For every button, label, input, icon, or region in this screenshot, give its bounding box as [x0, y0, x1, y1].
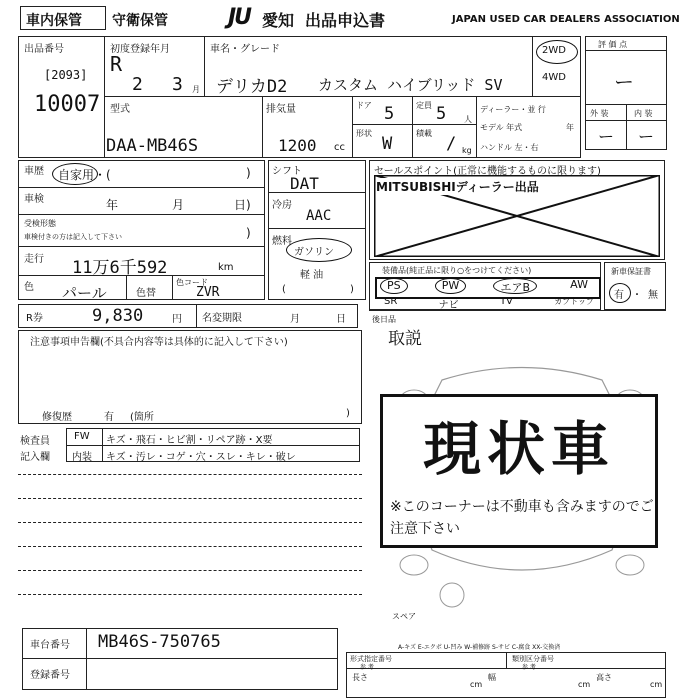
brand-logo: JU	[228, 5, 251, 30]
inspector-interior-label: 内装	[72, 452, 92, 463]
selling-label: セールスポイント(正常に機能するものに限ります)	[374, 166, 601, 177]
carname: デリカD2	[216, 77, 288, 97]
repair-place: (箇所	[130, 412, 154, 423]
carname-label: 車名・グレード	[210, 44, 280, 55]
equipment-label: 装備品(純正品に限り○をつけてください)	[382, 266, 532, 275]
category-close: )	[246, 166, 251, 180]
form-title: 出品申込書	[305, 11, 386, 30]
warranty-yes: 有	[614, 290, 624, 301]
color: パール	[62, 284, 107, 302]
color-change-label: 色替	[136, 288, 156, 299]
damage-legend: A-キズ E-エクボ U-凹み W-補修跡 S-サビ C-腐食 XX-交換済	[398, 644, 561, 651]
color-label: 色	[24, 282, 34, 293]
equip-navi: ナビ	[438, 300, 459, 311]
class-ref: 参 考	[522, 664, 536, 671]
recycle-row	[18, 304, 358, 328]
listing-number: 10007	[34, 92, 101, 117]
warranty-label: 新車保証書	[611, 267, 651, 276]
receive-close: )	[246, 226, 251, 240]
listing-number-label: 出品番号	[24, 44, 64, 55]
load-label: 積載	[416, 129, 432, 138]
handle-label: ハンドル 左・右	[480, 143, 539, 152]
equip-aw: AW	[570, 278, 588, 291]
recycle-yen: 円	[172, 314, 182, 325]
listing-sub-number: [2093]	[44, 68, 88, 82]
receive-label: 受検形態	[24, 219, 56, 228]
later-docs-label: 後日品	[372, 315, 396, 324]
ac: AAC	[306, 208, 332, 224]
fuel-diesel: 軽 油	[300, 270, 324, 281]
interior-value: ー	[638, 127, 655, 146]
equipment-row1	[380, 278, 594, 294]
type-spec-label: 形式指定番号	[350, 655, 392, 663]
stamp-title: 現状車	[422, 415, 615, 483]
shape-label: 形状	[356, 129, 372, 138]
model-year-label: モデル 年式	[480, 123, 523, 132]
fuel-label: 燃料	[272, 236, 292, 247]
expiry-day: 日	[336, 314, 346, 325]
reg-year: 2	[132, 74, 143, 95]
fuel-other-close: )	[350, 284, 354, 295]
fw-items: キズ・飛石・ヒビ割・リペア跡・X要	[106, 435, 273, 446]
spare-label: スペア	[392, 612, 416, 621]
warranty-sep: ・	[632, 290, 642, 301]
equipment-row2	[384, 296, 594, 311]
guard-storage: 守衛保管	[112, 13, 168, 29]
stamp-note: ※このコーナーは不動車も含みますのでご注意下さい	[390, 499, 654, 537]
inspection-day-unit: 日)	[234, 198, 251, 212]
drive-2wd: 2WD	[542, 45, 566, 56]
era: R	[110, 52, 123, 76]
inspection-month-unit: 月	[172, 198, 185, 212]
vehicle-table	[18, 160, 265, 300]
reg-label: 登録番号	[30, 670, 70, 681]
dealer-label: ディーラー・並 行	[480, 105, 546, 114]
equip-ps: PS	[380, 278, 408, 294]
receive-note: 車検付きの方は記入して下さい	[24, 233, 122, 241]
expiry-label: 名変期限	[202, 313, 242, 324]
exterior-value: ー	[598, 127, 615, 146]
inspection-year-unit: 年	[106, 198, 119, 212]
selling-mitsubishi: MITSUBISHIディーラー出品	[376, 180, 539, 194]
category-label: 車歴	[24, 166, 44, 177]
drive-4wd: 4WD	[542, 72, 566, 83]
rating-value: ー	[614, 70, 634, 94]
year-suffix: 年	[566, 123, 574, 132]
recycle-label: R券	[26, 313, 43, 324]
shift-label: シフト	[272, 166, 302, 177]
cc-unit: cc	[334, 142, 345, 153]
load: /	[446, 134, 457, 154]
equip-tv: TV	[499, 296, 513, 307]
fuel: ガソリン	[294, 247, 334, 258]
model-label: 型式	[110, 104, 130, 115]
inspector-interior-items: キズ・汚レ・コゲ・穴・スレ・キレ・破レ	[106, 452, 296, 463]
recycle-amount: 9,830	[92, 306, 144, 326]
type-spec-ref: 参 考	[360, 664, 374, 671]
grade: カスタム ハイブリッド SV	[318, 76, 503, 94]
interior-label: 内 装	[634, 109, 653, 118]
org-english: JAPAN USED CAR DEALERS ASSOCIATION	[452, 14, 680, 25]
inspector-label-1: 検査員	[20, 436, 50, 447]
reg-month-unit: 月	[192, 85, 200, 94]
class-label: 類別区分番号	[512, 655, 554, 663]
width-label: 幅	[488, 673, 496, 682]
shape: W	[382, 134, 393, 154]
length-label: 長さ	[352, 673, 368, 682]
category-value: 自家用・(	[58, 168, 111, 182]
capacity-unit: 人	[464, 115, 472, 124]
equip-airbag: エアB	[493, 278, 537, 294]
repair-label: 修復歴	[42, 412, 72, 423]
repair-value: 有	[104, 412, 114, 423]
doors-label: ドア	[356, 101, 372, 110]
repair-close: )	[346, 408, 350, 419]
storage-type: 車内保管	[26, 13, 82, 29]
model: DAA-MB46S	[106, 136, 199, 156]
height-label: 高さ	[596, 673, 612, 682]
capacity-label: 定員	[416, 101, 432, 110]
length-cm: cm	[470, 680, 483, 689]
ac-label: 冷房	[272, 200, 292, 211]
warranty-no: 無	[648, 290, 658, 301]
displacement-label: 排気量	[266, 104, 296, 115]
color-code: ZVR	[196, 285, 220, 300]
equip-cassette: カプトップ	[554, 297, 594, 306]
chassis: MB46S-750765	[98, 632, 221, 652]
doors: 5	[384, 104, 395, 124]
org-name: 愛知	[262, 11, 295, 30]
mileage: 11万6千592	[72, 258, 168, 278]
inspector-label-2: 記入欄	[20, 452, 50, 463]
mileage-unit: km	[218, 262, 234, 273]
mileage-label: 走行	[24, 254, 44, 265]
chassis-label: 車台番号	[30, 640, 70, 651]
exterior-label: 外 装	[590, 109, 609, 118]
capacity: 5	[436, 104, 447, 124]
equip-pw: PW	[435, 278, 467, 294]
displacement: 1200	[278, 136, 317, 155]
expiry-month: 月	[290, 314, 300, 325]
equip-sr: SR	[384, 296, 398, 307]
fuel-other-open: (	[282, 284, 286, 295]
width-cm: cm	[578, 680, 591, 689]
reg-month: 3	[172, 74, 183, 95]
inspection-label: 車検	[24, 194, 44, 205]
later-docs-value: 取説	[388, 329, 422, 349]
load-unit: kg	[462, 146, 472, 155]
notes-label: 注意事項申告欄(不具合内容等は具体的に記入して下さい)	[30, 337, 288, 348]
fw-label: FW	[74, 431, 90, 442]
rating-label: 評 価 点	[598, 40, 628, 49]
color-code-label: 色コード	[176, 278, 208, 287]
first-reg-label: 初度登録年月	[110, 44, 170, 55]
shift: DAT	[290, 174, 319, 193]
height-cm: cm	[650, 680, 663, 689]
